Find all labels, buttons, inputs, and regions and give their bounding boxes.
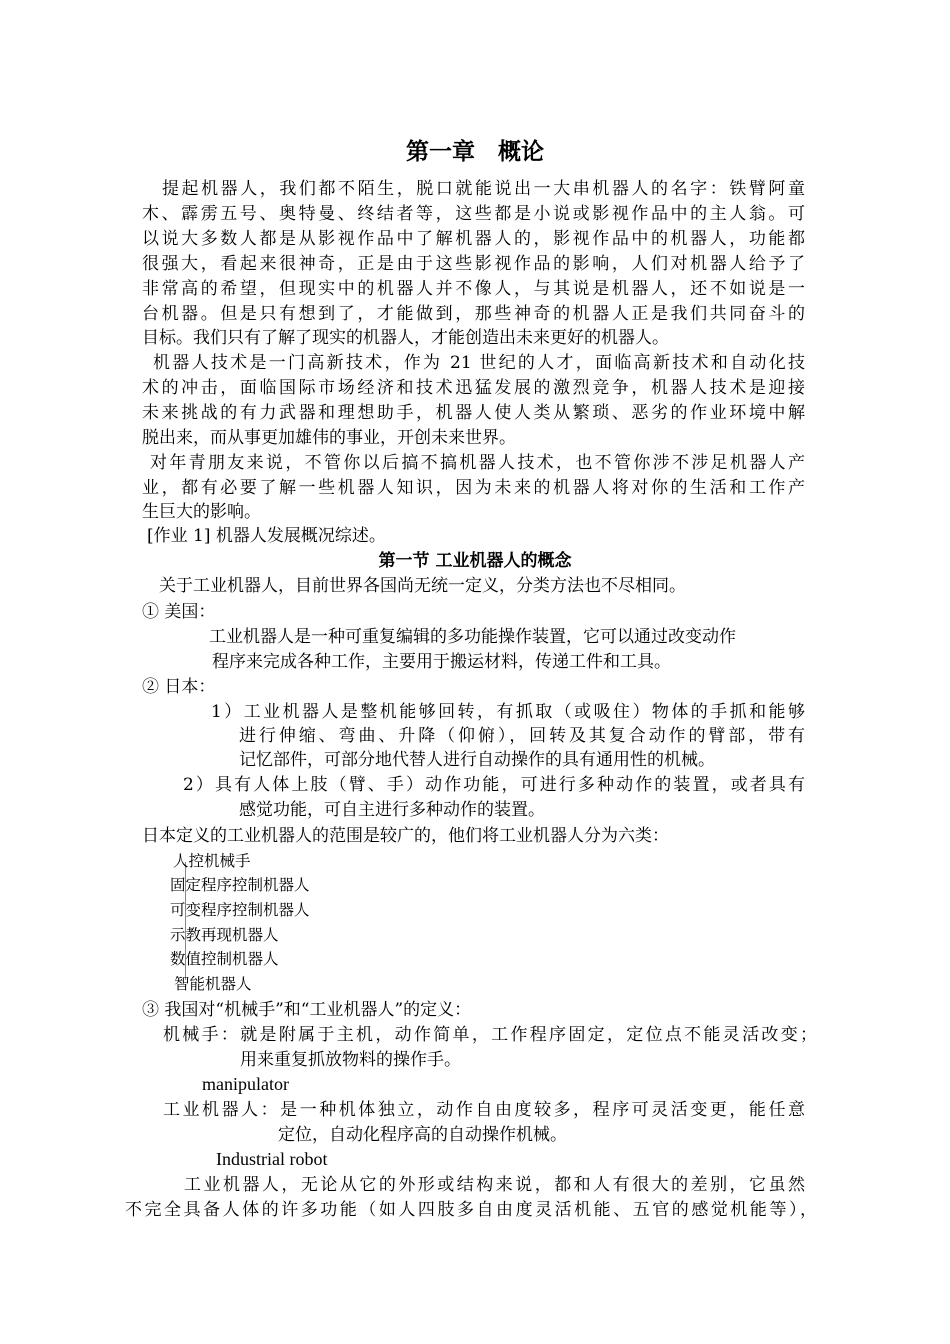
intro-line: 木、霹雳五号、奥特曼、终结者等，这些都是小说或影视作品中的主人翁。可 xyxy=(142,204,805,224)
intro-line: 术的冲击，面临国际市场经济和技术迅猛发展的激烈竞争，机器人技术是迎接 xyxy=(142,378,805,398)
intro-line: 非常高的希望，但现实中的机器人并不像人，与其说是机器人，还不如说是一 xyxy=(142,279,805,299)
closing-line: 工业机器人，无论从它的外形或结构来说，都和人有很大的差别，它虽然 xyxy=(184,1175,805,1195)
robot-definition-line: 定位，自动化程序高的自动操作机械。 xyxy=(278,1125,567,1145)
manipulator-english: manipulator xyxy=(202,1074,289,1094)
intro-line: 以说大多数人都是从影视作品中了解机器人的，影视作品中的机器人，功能都 xyxy=(142,229,805,249)
intro-line: 未来挑战的有力武器和理想助手，机器人使人类从繁琐、恶劣的作业环境中解 xyxy=(142,403,805,423)
intro-line: 生巨大的影响。 xyxy=(142,502,261,522)
homework-line: [作业 1] 机器人发展概况综述。 xyxy=(147,526,386,546)
japan-item-2-line: 感觉功能，可自主进行多种动作的装置。 xyxy=(239,800,545,820)
japan-label: ② 日本： xyxy=(142,677,216,697)
japan-item-1-line: 进行伸缩、弯曲、升降（仰俯），回转及其复合动作的臂部，带有 xyxy=(239,726,805,746)
robot-definition-line: 工业机器人：是一种机体独立，动作自由度较多，程序可灵活变更，能任意 xyxy=(163,1100,805,1120)
category-item: 人控机械手 xyxy=(173,852,251,870)
category-item: 固定程序控制机器人 xyxy=(170,876,310,894)
closing-line: 不完全具备人体的许多功能（如人四肢多自由度灵活机能、五官的感觉机能等）， xyxy=(125,1200,817,1220)
manipulator-definition-line: 用来重复抓放物料的操作手。 xyxy=(240,1050,461,1070)
section-title: 第一节 工业机器人的概念 xyxy=(378,551,572,571)
intro-line: 机器人技术是一门高新技术，作为 21 世纪的人才，面临高新技术和自动化技 xyxy=(153,353,805,373)
intro-line: 对年青朋友来说，不管你以后搞不搞机器人技术，也不管你涉不涉足机器人产 xyxy=(150,453,805,473)
intro-line: 提起机器人，我们都不陌生，脱口就能说出一大串机器人的名字：铁臂阿童 xyxy=(162,179,805,199)
intro-line: 台机器。但是只有想到了，才能做到，那些神奇的机器人正是我们共同奋斗的 xyxy=(142,304,805,324)
intro-line: 很强大，看起来很神奇，正是由于这些影视作品的影响，人们对机器人给予了 xyxy=(142,254,805,274)
chapter-title: 第一章 概论 xyxy=(406,138,544,165)
japan-summary: 日本定义的工业机器人的范围是较广的，他们将工业机器人分为六类： xyxy=(142,826,669,846)
robot-english: Industrial robot xyxy=(216,1149,328,1169)
usa-label: ① 美国： xyxy=(142,602,216,622)
section-intro: 关于工业机器人，目前世界各国尚无统一定义，分类方法也不尽相同。 xyxy=(159,576,686,596)
japan-item-2-line: 2）具有人体上肢（臂、手）动作功能，可进行多种动作的装置，或者具有 xyxy=(183,775,805,795)
usa-definition-line: 工业机器人是一种可重复编辑的多功能操作装置，它可以通过改变动作 xyxy=(209,627,736,647)
category-item: 智能机器人 xyxy=(174,975,252,993)
china-label: ③ 我国对“机械手”和“工业机器人”的定义： xyxy=(142,1000,472,1020)
intro-line: 脱出来，而从事更加雄伟的事业，开创未来世界。 xyxy=(142,428,516,448)
category-item: 数值控制机器人 xyxy=(170,950,279,968)
intro-line: 目标。我们只有了解了现实的机器人，才能创造出未来更好的机器人。 xyxy=(142,328,669,348)
intro-line: 业，都有必要了解一些机器人知识，因为未来的机器人将对你的生活和工作产 xyxy=(142,478,805,498)
category-item: 可变程序控制机器人 xyxy=(170,901,310,919)
japan-item-1-line: 记忆部件，可部分地代替人进行自动操作的具有通用性的机械。 xyxy=(239,750,715,770)
japan-item-1-line: 1）工业机器人是整机能够回转，有抓取（或吸住）物体的手抓和能够 xyxy=(211,702,805,722)
manipulator-definition-line: 机械手：就是附属于主机，动作简单，工作程序固定，定位点不能灵活改变； xyxy=(163,1025,817,1045)
category-item: 示教再现机器人 xyxy=(170,926,279,944)
usa-definition-line: 程序来完成各种工作，主要用于搬运材料，传递工件和工具。 xyxy=(212,652,671,672)
